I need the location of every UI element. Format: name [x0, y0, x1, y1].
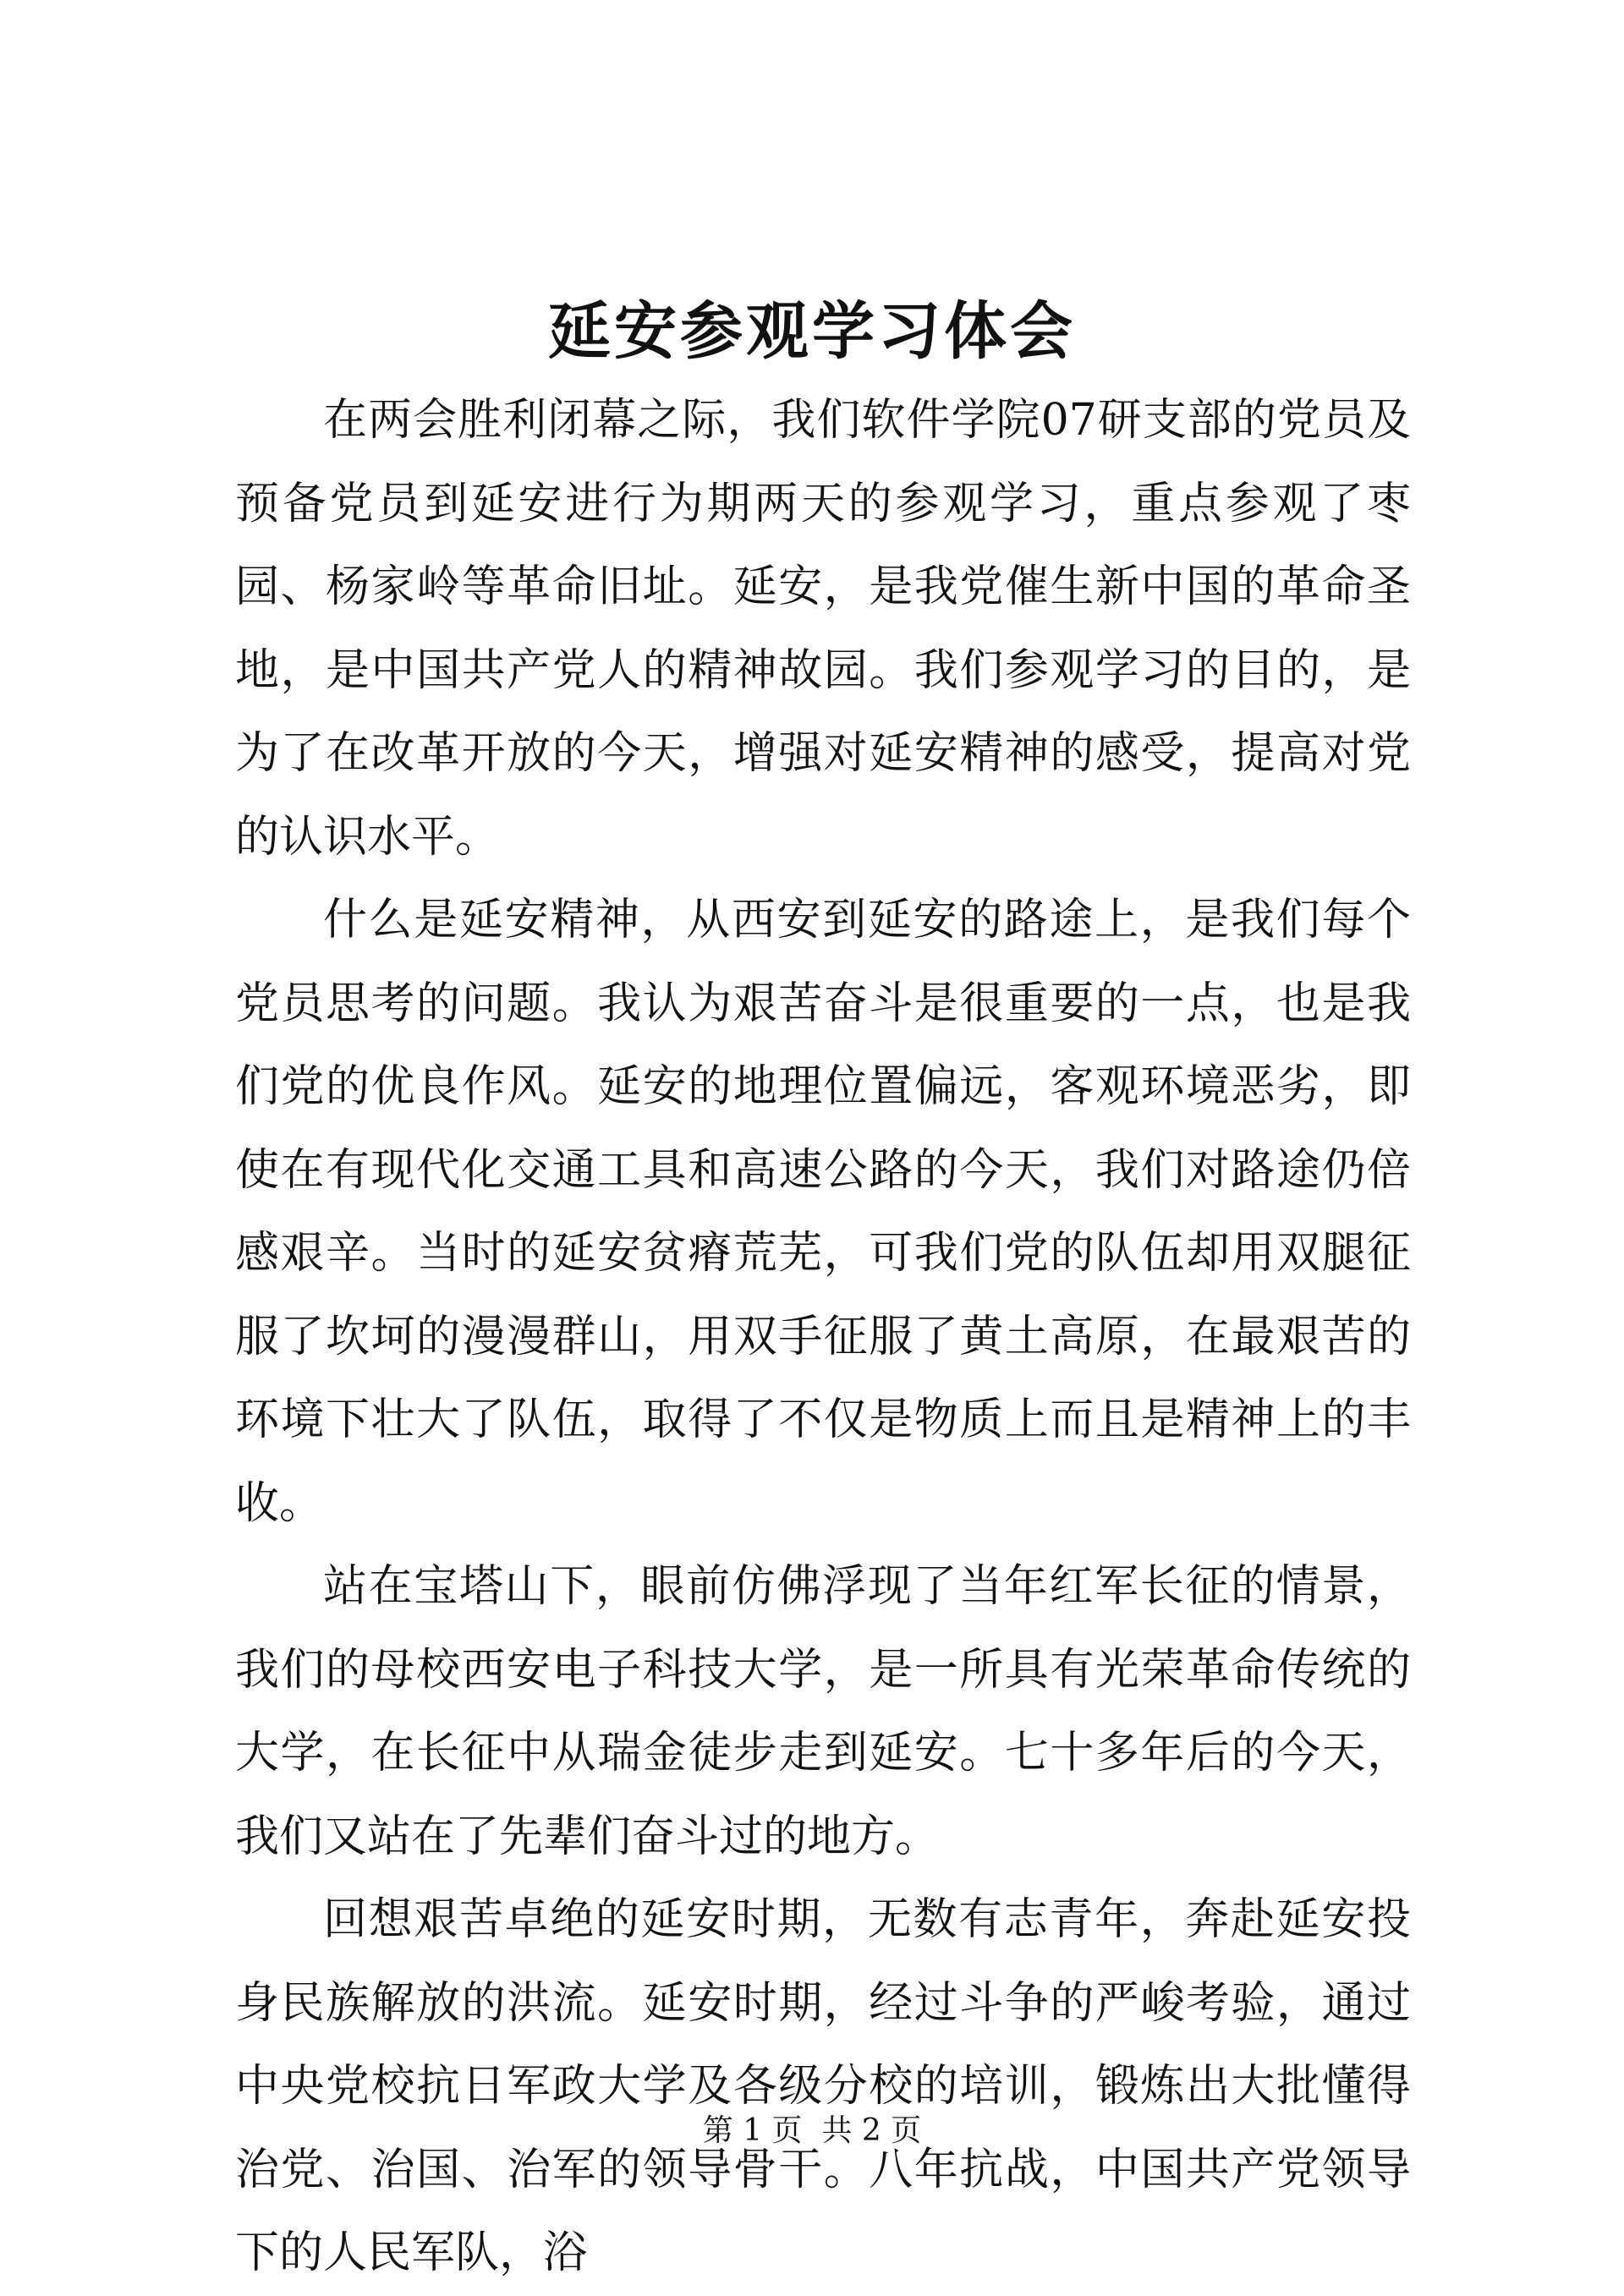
document-body: [235, 379, 1411, 2295]
page-footer: [0, 2110, 1624, 2152]
document-title: 延安参观学习体会: [548, 295, 1076, 368]
paragraph-2: 什么是延安精神，从西安到延安的路途上，是我们每个党员思考的问题。我认为艰苦奋斗是很重要的一点，也是我们党的优良作风。延安的地理位置偏远，客观环境恶劣，即使在有现代化交通工具和高速公路的今天，我们对路途仍倍感艰辛。当时的延安贫瘠荒芜，可我们党的队伍却用双腿征服了坎坷的漫漫群山，用双手征服了黄土高原，在最艰苦的环境下壮大了队伍，取得了不仅是物质上而且是精神上的丰收。: [235, 895, 1411, 1529]
paragraph-3: 站在宝塔山下，眼前仿佛浮现了当年红军长征的情景，我们的母校西安电子科技大学，是一所具有光荣革命传统的大学，在长征中从瑞金徒步走到延安。七十多年后的今天，我们又站在了先辈们奋斗过的地方。: [235, 1561, 1411, 1862]
footer-spacer: [803, 2113, 822, 2148]
paragraph-4: 回想艰苦卓绝的延安时期，无数有志青年，奔赴延安投身民族解放的洪流。延安时期，经过斗争的严峻考验，通过中央党校抗日军政大学及各级分校的培训，锻炼出大批懂得治党、治国、治军的领导骨干。八年抗战，中国共产党领导下的人民军队，浴: [235, 1894, 1411, 2278]
page-total: 共 2 页: [821, 2113, 922, 2148]
page-number: 第 1 页: [702, 2113, 803, 2148]
paragraph-1: 在两会胜利闭幕之际，我们软件学院07研支部的党员及预备党员到延安进行为期两天的参观学习，重点参观了枣园、杨家岭等革命旧址。延安，是我党催生新中国的革命圣地，是中国共产党人的精神故园。我们参观学习的目的，是为了在改革开放的今天，增强对延安精神的感受，提高对党的认识水平。: [235, 395, 1411, 863]
